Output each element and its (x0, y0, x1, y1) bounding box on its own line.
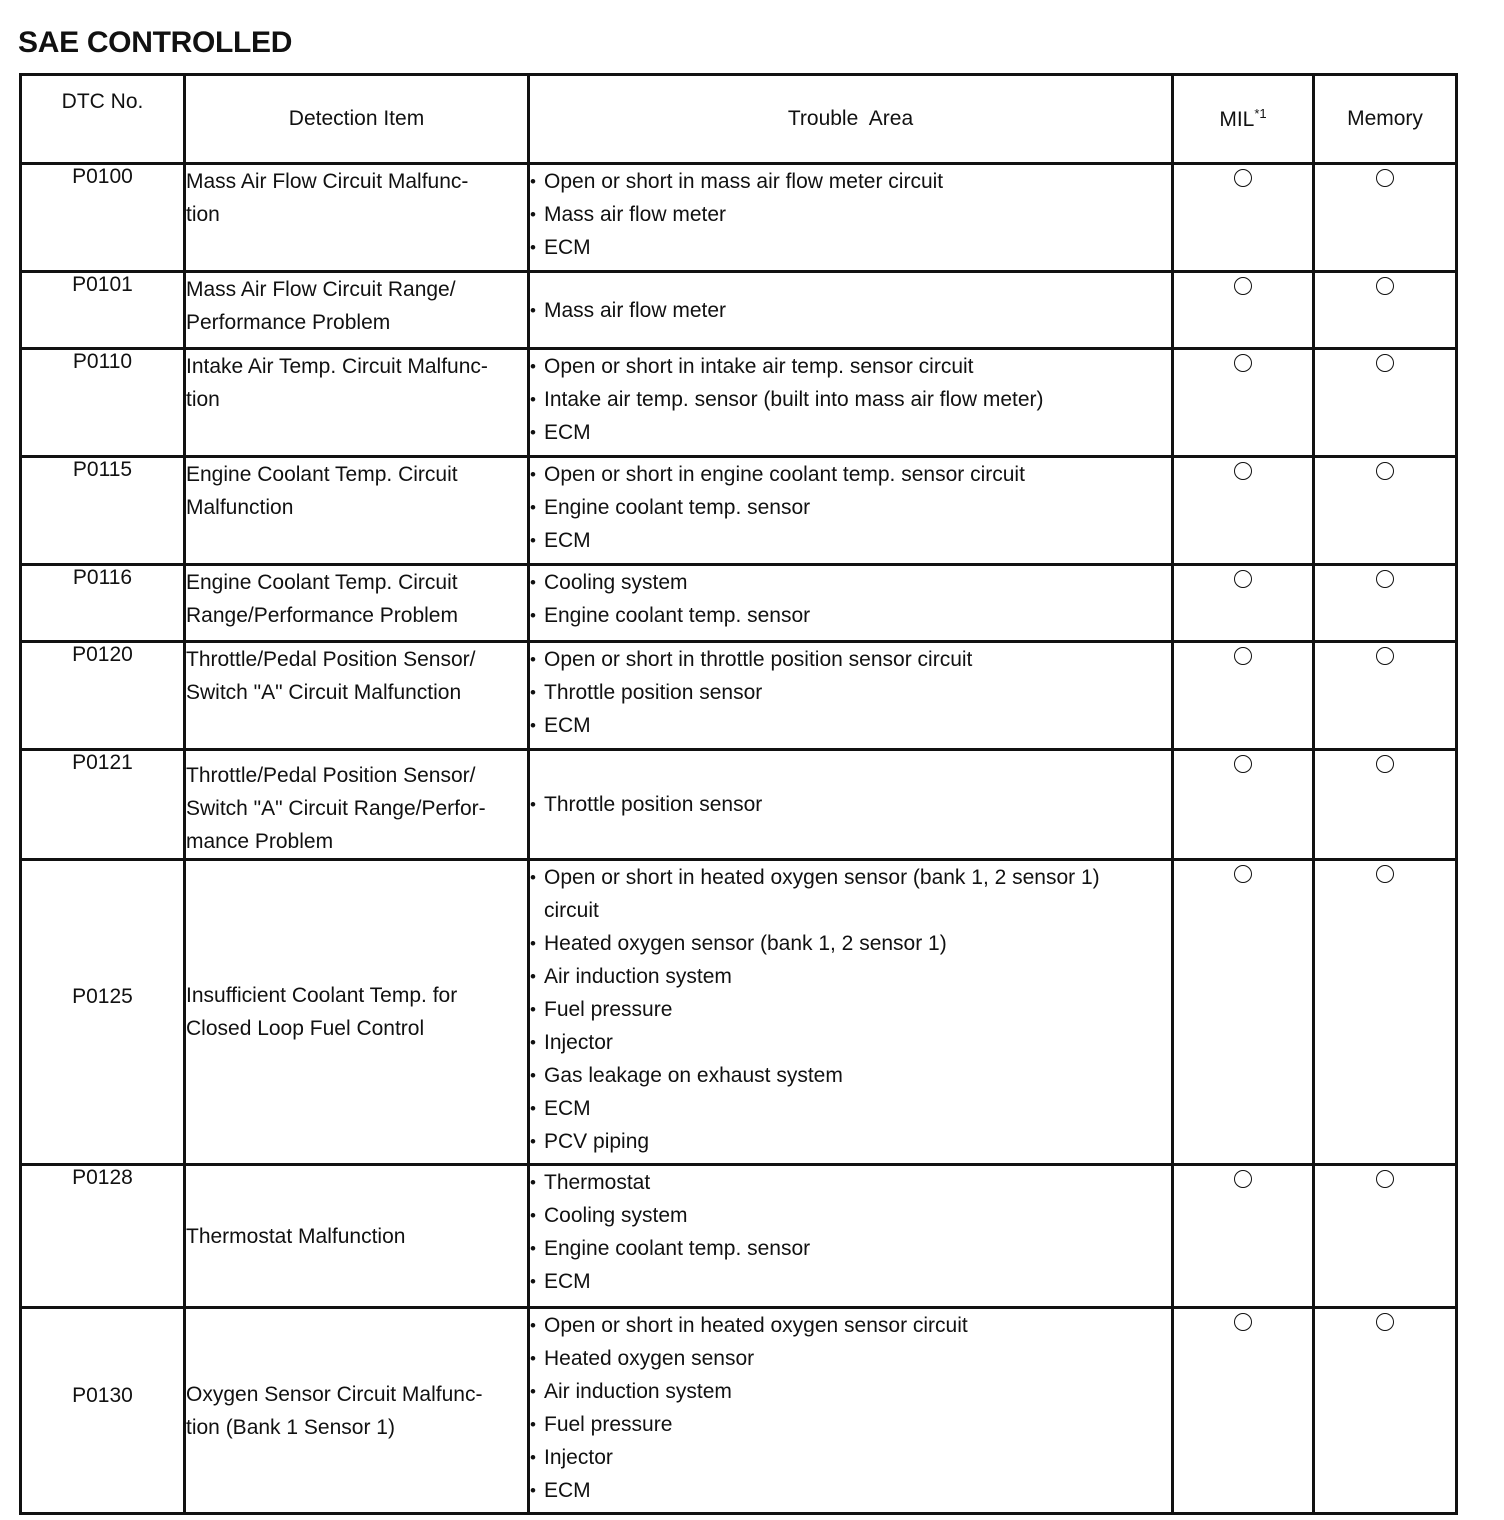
circle-mark-icon (1376, 354, 1394, 372)
trouble-area-item: • Cooling system (530, 1199, 1171, 1232)
circle-mark-icon (1376, 1170, 1394, 1188)
detection-item: Throttle/Pedal Position Sensor/ Switch "A" Circuit Malfunction (185, 642, 529, 750)
detection-item: Insufficient Coolant Temp. for Closed Loop Fuel Control (185, 860, 529, 1165)
table-row (21, 750, 1457, 860)
detection-item: Mass Air Flow Circuit Range/ Performance Problem (185, 272, 529, 349)
table-row (21, 1308, 1457, 1514)
trouble-area-item: • Open or short in heated oxygen sensor (bank 1, 2 sensor 1) circuit (530, 861, 1171, 927)
circle-mark-icon (1376, 277, 1394, 295)
header-mil (1173, 75, 1314, 164)
trouble-area-item: • Heated oxygen sensor (530, 1342, 1171, 1375)
dtc-code: P0125 (21, 860, 185, 1165)
trouble-area (529, 750, 1173, 860)
trouble-area-item: • Thermostat (530, 1166, 1171, 1199)
dtc-table (19, 73, 1458, 1515)
table-row (21, 457, 1457, 565)
mil-cell (1173, 457, 1314, 565)
mil-cell (1173, 565, 1314, 642)
trouble-area-item: • Engine coolant temp. sensor (530, 1232, 1171, 1265)
mil-cell (1173, 349, 1314, 457)
page-title: SAE CONTROLLED (18, 26, 293, 59)
trouble-area-item: • Air induction system (530, 1375, 1171, 1408)
memory-cell (1314, 1308, 1457, 1514)
trouble-area-item: • Air induction system (530, 960, 1171, 993)
trouble-area-item: • Injector (530, 1441, 1171, 1474)
trouble-area (529, 1308, 1173, 1514)
trouble-area (529, 1165, 1173, 1308)
trouble-area-item: • Open or short in heated oxygen sensor circuit (530, 1309, 1171, 1342)
dtc-code: P0128 (21, 1165, 185, 1308)
table-row (21, 860, 1457, 1165)
trouble-area (529, 164, 1173, 272)
circle-mark-icon (1234, 1313, 1252, 1331)
circle-mark-icon (1234, 1170, 1252, 1188)
trouble-area-list (530, 861, 1171, 1158)
dtc-code: P0115 (21, 457, 185, 565)
trouble-area (529, 860, 1173, 1165)
mil-cell (1173, 1165, 1314, 1308)
memory-cell (1314, 457, 1457, 565)
table-row (21, 642, 1457, 750)
header-trouble-area: Trouble Area (529, 75, 1173, 164)
trouble-area-item: • Engine coolant temp. sensor (530, 491, 1171, 524)
trouble-area (529, 457, 1173, 565)
trouble-area-item: • Fuel pressure (530, 993, 1171, 1026)
circle-mark-icon (1234, 354, 1252, 372)
mil-cell (1173, 750, 1314, 860)
memory-cell (1314, 272, 1457, 349)
trouble-area-item: • Throttle position sensor (530, 788, 1171, 821)
mil-cell (1173, 272, 1314, 349)
trouble-area-item: • PCV piping (530, 1125, 1171, 1158)
table-body (21, 164, 1457, 1514)
dtc-code: P0130 (21, 1308, 185, 1514)
trouble-area-item: • Open or short in intake air temp. sensor circuit (530, 350, 1171, 383)
trouble-area (529, 642, 1173, 750)
trouble-area-item: • Heated oxygen sensor (bank 1, 2 sensor 1) (530, 927, 1171, 960)
trouble-area-item: • Mass air flow meter (530, 198, 1171, 231)
mil-cell (1173, 860, 1314, 1165)
trouble-area-item: • Injector (530, 1026, 1171, 1059)
mil-cell (1173, 164, 1314, 272)
circle-mark-icon (1376, 1313, 1394, 1331)
trouble-area-item: • ECM (530, 231, 1171, 264)
circle-mark-icon (1234, 570, 1252, 588)
circle-mark-icon (1376, 570, 1394, 588)
header-detection-item: Detection Item (185, 75, 529, 164)
detection-item: Throttle/Pedal Position Sensor/ Switch "A" Circuit Range/Perfor- mance Problem (185, 750, 529, 860)
trouble-area-item: • ECM (530, 524, 1171, 557)
trouble-area-list (530, 294, 1171, 327)
dtc-code: P0120 (21, 642, 185, 750)
dtc-code: P0100 (21, 164, 185, 272)
trouble-area-list (530, 458, 1171, 557)
table-header-row (21, 75, 1457, 164)
trouble-area-list (530, 350, 1171, 449)
trouble-area-list (530, 788, 1171, 821)
trouble-area-item: • ECM (530, 1092, 1171, 1125)
dtc-code: P0101 (21, 272, 185, 349)
detection-item: Engine Coolant Temp. Circuit Malfunction (185, 457, 529, 565)
mil-cell (1173, 1308, 1314, 1514)
circle-mark-icon (1234, 169, 1252, 187)
header-mil-footnote: *1 (1254, 106, 1267, 121)
trouble-area-item: • ECM (530, 709, 1171, 742)
circle-mark-icon (1376, 169, 1394, 187)
detection-item: Mass Air Flow Circuit Malfunc- tion (185, 164, 529, 272)
trouble-area-list (530, 643, 1171, 742)
memory-cell (1314, 164, 1457, 272)
memory-cell (1314, 860, 1457, 1165)
trouble-area-item: • ECM (530, 1474, 1171, 1507)
circle-mark-icon (1234, 647, 1252, 665)
circle-mark-icon (1234, 865, 1252, 883)
table-row (21, 272, 1457, 349)
trouble-area-item: • Fuel pressure (530, 1408, 1171, 1441)
header-memory: Memory (1314, 75, 1457, 164)
circle-mark-icon (1234, 462, 1252, 480)
trouble-area-item: • Open or short in mass air flow meter circuit (530, 165, 1171, 198)
trouble-area-list (530, 566, 1171, 632)
circle-mark-icon (1234, 755, 1252, 773)
header-mil-label: MIL (1219, 108, 1255, 131)
trouble-area-item: • Open or short in engine coolant temp. sensor circuit (530, 458, 1171, 491)
trouble-area-item: • ECM (530, 1265, 1171, 1298)
trouble-area (529, 272, 1173, 349)
circle-mark-icon (1376, 647, 1394, 665)
trouble-area-list (530, 165, 1171, 264)
trouble-area-list (530, 1166, 1171, 1298)
table-row (21, 164, 1457, 272)
memory-cell (1314, 750, 1457, 860)
dtc-code: P0121 (21, 750, 185, 860)
memory-cell (1314, 565, 1457, 642)
trouble-area-item: • Mass air flow meter (530, 294, 1171, 327)
dtc-code: P0110 (21, 349, 185, 457)
circle-mark-icon (1376, 462, 1394, 480)
memory-cell (1314, 1165, 1457, 1308)
detection-item: Thermostat Malfunction (185, 1165, 529, 1308)
table-row (21, 349, 1457, 457)
detection-item: Oxygen Sensor Circuit Malfunc- tion (Bank 1 Sensor 1) (185, 1308, 529, 1514)
table-row (21, 565, 1457, 642)
trouble-area-list (530, 1309, 1171, 1507)
trouble-area-item: • Gas leakage on exhaust system (530, 1059, 1171, 1092)
trouble-area (529, 349, 1173, 457)
trouble-area-item: • Engine coolant temp. sensor (530, 599, 1171, 632)
trouble-area-item: • ECM (530, 416, 1171, 449)
trouble-area (529, 565, 1173, 642)
detection-item: Engine Coolant Temp. Circuit Range/Performance Problem (185, 565, 529, 642)
circle-mark-icon (1376, 755, 1394, 773)
circle-mark-icon (1234, 277, 1252, 295)
table-row (21, 1165, 1457, 1308)
circle-mark-icon (1376, 865, 1394, 883)
trouble-area-item: • Cooling system (530, 566, 1171, 599)
memory-cell (1314, 349, 1457, 457)
dtc-code: P0116 (21, 565, 185, 642)
trouble-area-item: • Throttle position sensor (530, 676, 1171, 709)
mil-cell (1173, 642, 1314, 750)
detection-item: Intake Air Temp. Circuit Malfunc- tion (185, 349, 529, 457)
trouble-area-item: • Intake air temp. sensor (built into mass air flow meter) (530, 383, 1171, 416)
header-dtc-no: DTC No. (21, 75, 185, 164)
memory-cell (1314, 642, 1457, 750)
trouble-area-item: • Open or short in throttle position sensor circuit (530, 643, 1171, 676)
